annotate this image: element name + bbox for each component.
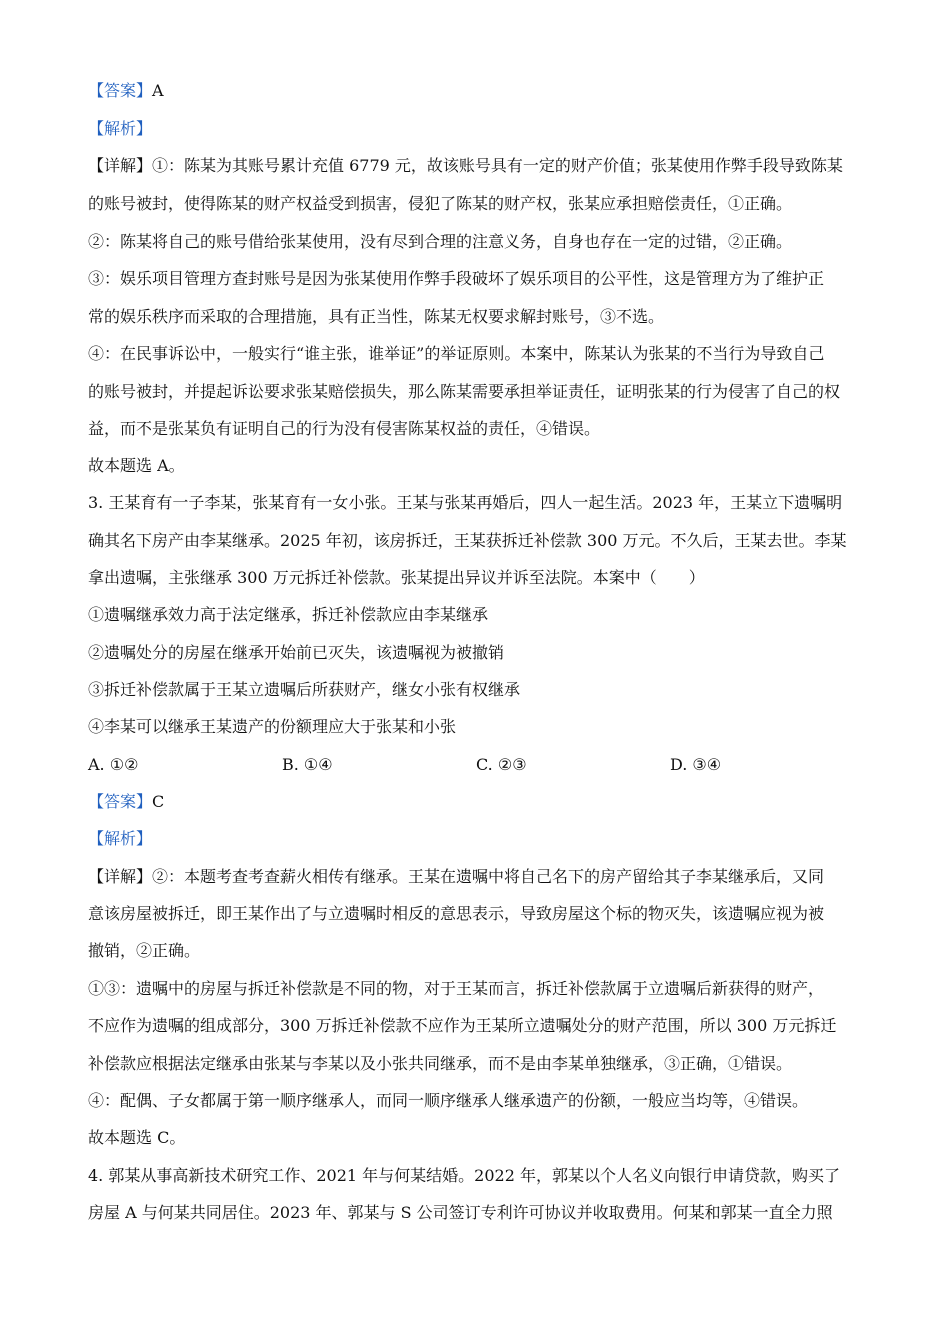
q3-detail-line: 不应作为遗嘱的组成部分，300 万拆迁补偿款不应作为王某所立遗嘱处分的财产范围，所以 300 万元拆迁 — [88, 1016, 837, 1035]
answer-label: 【答案】 — [88, 792, 153, 811]
q3-detail-line: 意该房屋被拆迁，即王某作出了与立遗嘱时相反的意思表示，导致房屋这个标的物灭失，该遗嘱应视为被 — [88, 904, 825, 923]
q2-detail-line: 常的娱乐秩序而采取的合理措施，具有正当性，陈某无权要求解封账号，③不选。 — [88, 307, 665, 326]
q3-analysis-label: 【解析】 — [88, 829, 153, 848]
q2-answer — [88, 80, 868, 102]
q3-statement: ③拆迁补偿款属于王某立遗嘱后所获财产，继女小张有权继承 — [88, 680, 521, 699]
q2-conclusion: 故本题选 A。 — [88, 456, 185, 475]
q2-analysis-label: 【解析】 — [88, 119, 153, 138]
q3-option-a: A. ①② — [88, 755, 139, 774]
answer-label: 【答案】 — [88, 81, 153, 100]
q2-detail-line: 的账号被封，并提起诉讼要求张某赔偿损失，那么陈某需要承担举证责任，证明张某的行为侵害了自己的权 — [88, 382, 841, 401]
q3-detail-line: ①③：遗嘱中的房屋与拆迁补偿款是不同的物，对于王某而言，拆迁补偿款属于立遗嘱后新获得的财产， — [88, 979, 825, 998]
q3-statement: ④李某可以继承王某遗产的份额理应大于张某和小张 — [88, 717, 457, 736]
answer-value: A — [152, 81, 164, 100]
q3-option-b: B. ①④ — [282, 755, 333, 774]
q3-detail-line: 补偿款应根据法定继承由张某与李某以及小张共同继承，而不是由李某单独继承，③正确，①错误。 — [88, 1054, 793, 1073]
q3-stem-line: 拿出遗嘱，主张继承 300 万元拆迁补偿款。张某提出异议并诉至法院。本案中（ ） — [88, 568, 705, 587]
q2-detail-line: ②：陈某将自己的账号借给张某使用，没有尽到合理的注意义务，自身也存在一定的过错，②正确。 — [88, 232, 793, 251]
q3-detail-line: 【详解】②：本题考查考查薪火相传有继承。王某在遗嘱中将自己名下的房产留给其子李某继承后，又同 — [88, 867, 825, 886]
q3-option-c: C. ②③ — [476, 755, 527, 774]
q3-answer — [88, 791, 868, 813]
q3-conclusion: 故本题选 C。 — [88, 1128, 186, 1147]
q2-detail-line: 【详解】①：陈某为其账号累计充值 6779 元，故该账号具有一定的财产价值；张某使用作弊手段导致陈某 — [88, 156, 843, 175]
answer-value: C — [152, 792, 165, 811]
q2-detail-line: 的账号被封，使得陈某的财产权益受到损害，侵犯了陈某的财产权，张某应承担赔偿责任，①正确。 — [88, 194, 793, 213]
q3-statement: ①遗嘱继承效力高于法定继承，拆迁补偿款应由李某继承 — [88, 605, 489, 624]
q4-stem-line: 房屋 A 与何某共同居住。2023 年、郭某与 S 公司签订专利许可协议并收取费用。何某和郭某一直全力照 — [88, 1203, 833, 1222]
q2-detail-line: 益，而不是张某负有证明自己的行为没有侵害陈某权益的责任，④错误。 — [88, 419, 601, 438]
q2-detail-line: ④：在民事诉讼中，一般实行“谁主张，谁举证”的举证原则。本案中，陈某认为张某的不当行为导致自己 — [88, 344, 825, 363]
q3-option-d: D. ③④ — [670, 755, 722, 774]
q2-detail-line: ③：娱乐项目管理方查封账号是因为张某使用作弊手段破坏了娱乐项目的公平性，这是管理方为了维护正 — [88, 269, 825, 288]
q3-stem-line: 3. 王某育有一子李某，张某育有一女小张。王某与张某再婚后，四人一起生活。2023 年，王某立下遗嘱明 — [88, 493, 843, 512]
q3-detail-line: 撤销，②正确。 — [88, 941, 201, 960]
q3-stem-line: 确其名下房产由李某继承。2025 年初，该房拆迁，王某获拆迁补偿款 300 万元。不久后，王某去世。李某 — [88, 531, 847, 550]
q4-stem-line: 4. 郭某从事高新技术研究工作、2021 年与何某结婚。2022 年，郭某以个人名义向银行申请贷款，购买了 — [88, 1166, 840, 1185]
q3-detail-line: ④：配偶、子女都属于第一顺序继承人，而同一顺序继承人继承遗产的份额，一般应当均等，④错误。 — [88, 1091, 809, 1110]
q3-statement: ②遗嘱处分的房屋在继承开始前已灭失，该遗嘱视为被撤销 — [88, 643, 505, 662]
